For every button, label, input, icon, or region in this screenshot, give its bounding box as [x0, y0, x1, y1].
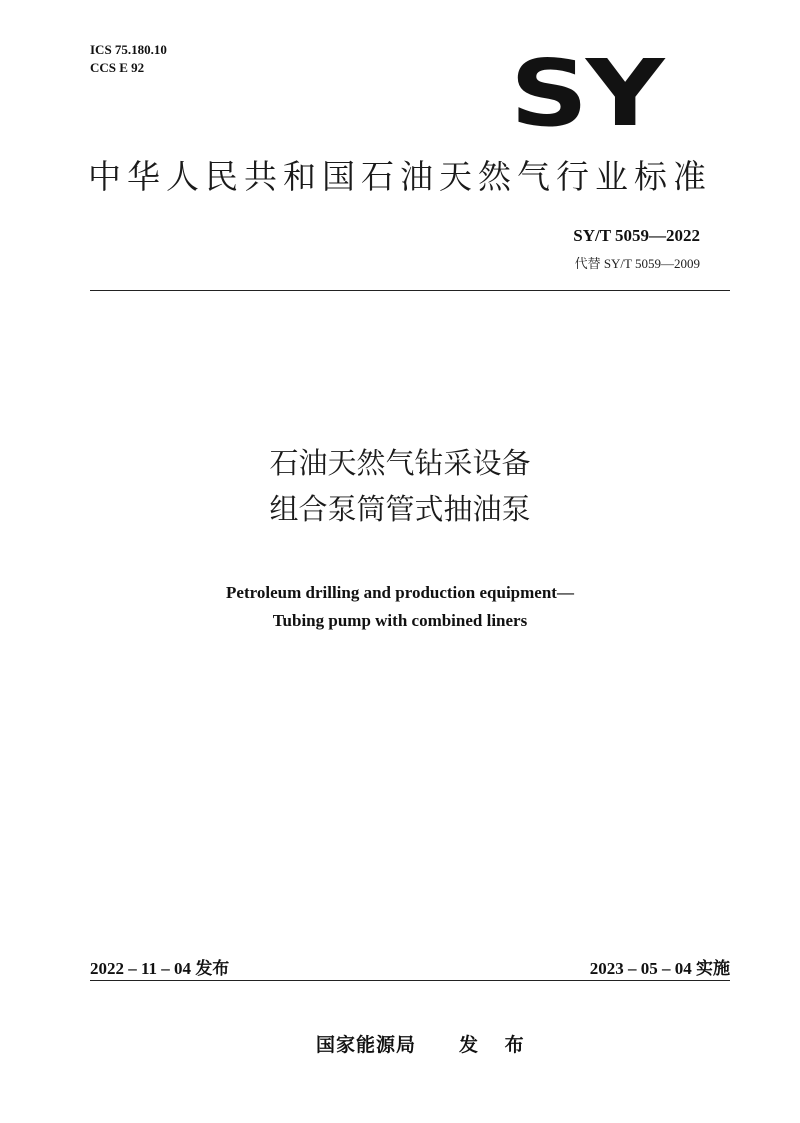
- english-title-line-2: Tubing pump with combined liners: [272, 611, 528, 630]
- ics-code: ICS 75.180.10: [90, 42, 167, 57]
- english-title: [0, 579, 800, 635]
- sy-logo: SY: [510, 40, 663, 147]
- implementation-label: 实施: [696, 959, 730, 979]
- replaces-standard: 代替 SY/T 5059—2009: [574, 256, 700, 271]
- issue-date-block: [90, 954, 229, 979]
- ccs-code: CCS E 92: [90, 60, 145, 75]
- implementation-date: 2023 – 05 – 04: [589, 959, 692, 978]
- chinese-title-line-2: 组合泵筒管式抽油泵: [269, 492, 531, 526]
- implementation-date-block: [590, 954, 730, 979]
- issue-label: 发布: [195, 959, 230, 979]
- classification-codes: [90, 41, 167, 77]
- chinese-title-line-1: 石油天然气钻采设备: [269, 446, 531, 480]
- issuing-authority: 国家能源局: [316, 1034, 417, 1056]
- english-title-line-1: Petroleum drilling and production equipment—: [226, 583, 574, 602]
- top-divider: [90, 290, 730, 291]
- industry-standard-title: 中华人民共和国石油天然气行业标准: [88, 157, 712, 196]
- standard-number: SY/T 5059—2022: [573, 226, 700, 245]
- issuing-action: 发 布: [459, 1034, 534, 1056]
- bottom-divider: [90, 980, 730, 981]
- chinese-title: [0, 440, 800, 532]
- issue-date: 2022 – 11 – 04: [90, 959, 192, 978]
